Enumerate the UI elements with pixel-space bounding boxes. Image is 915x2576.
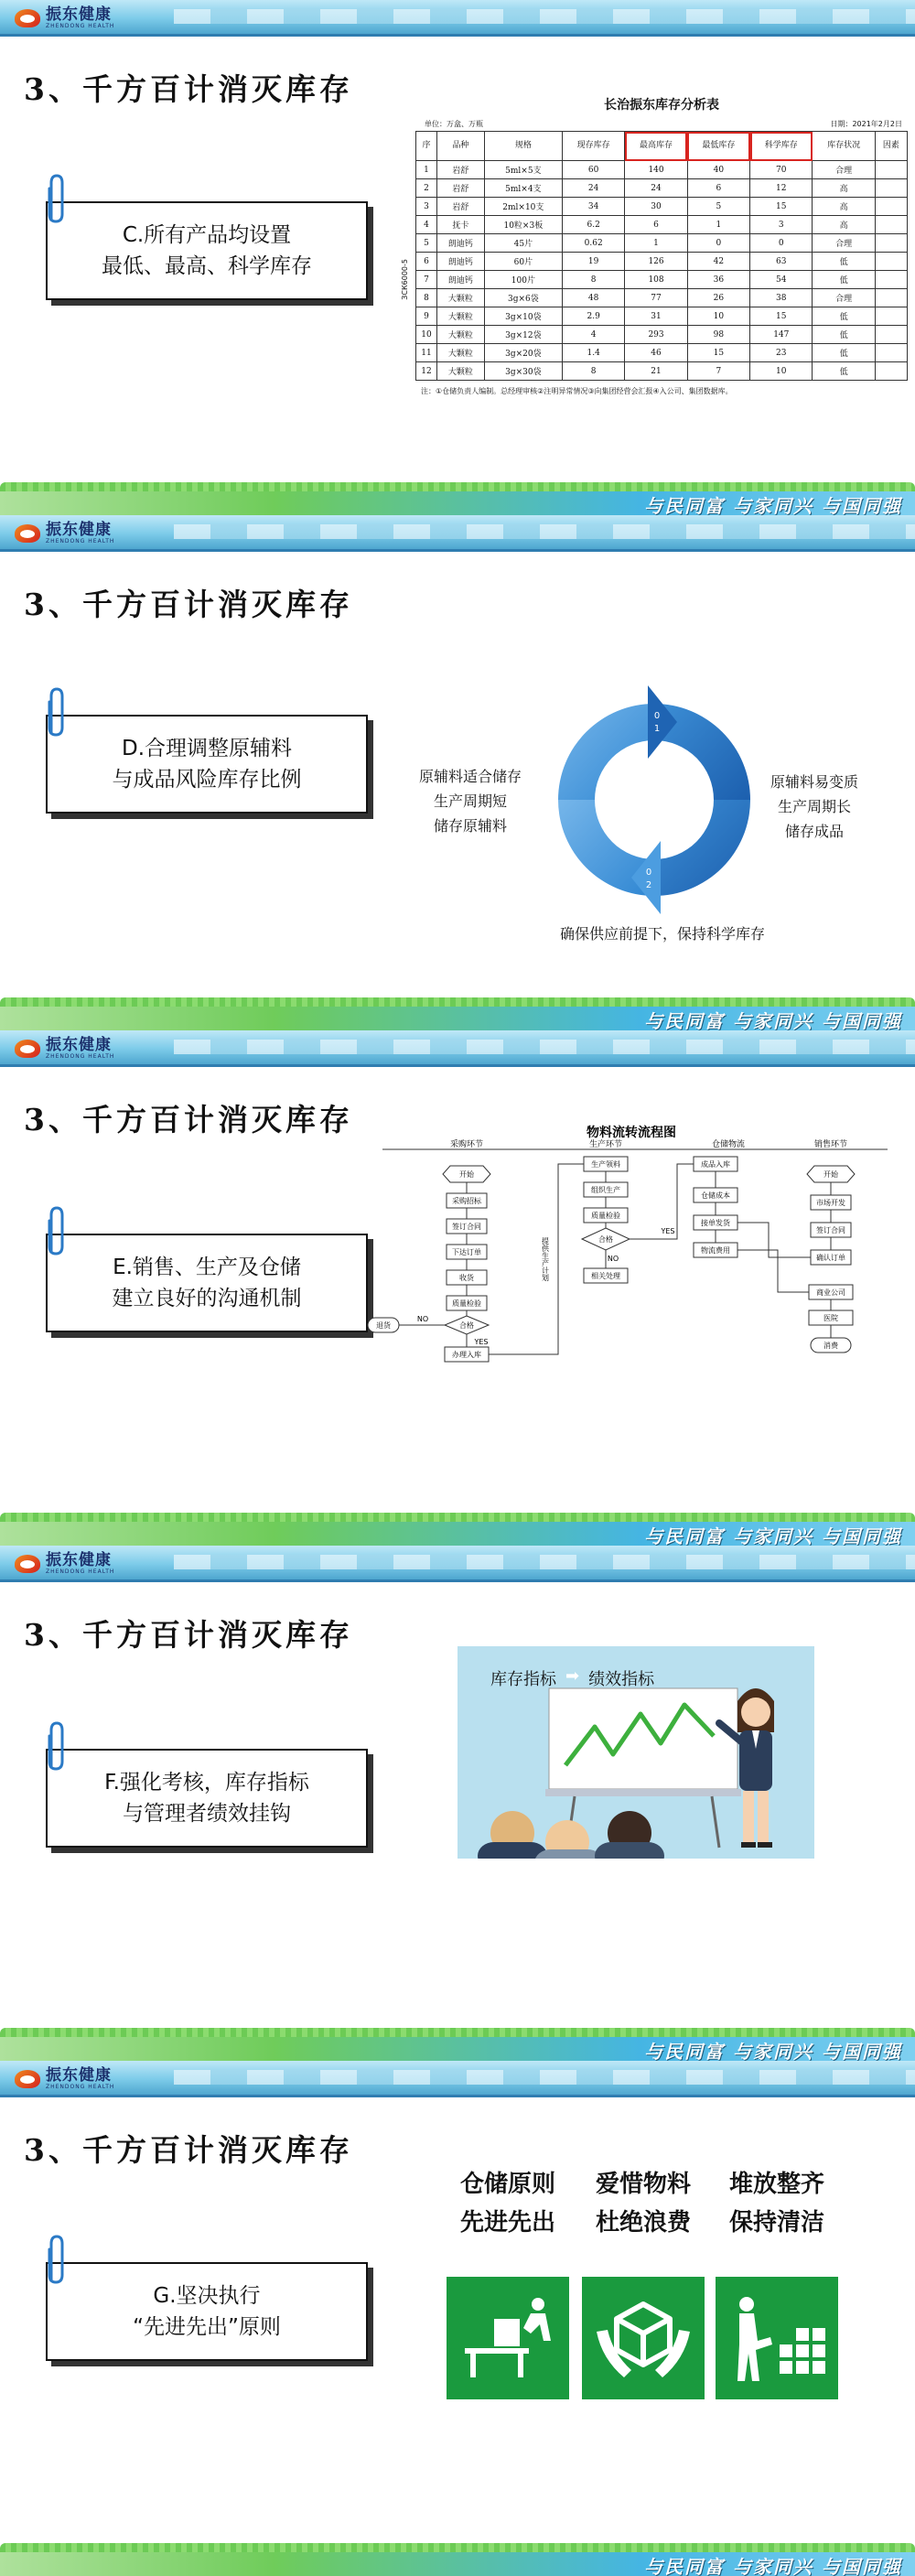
flow-node: 下达订单 (452, 1248, 481, 1256)
table-cell: 低 (813, 326, 875, 344)
flow-node: 退货 (376, 1321, 391, 1330)
table-cell: 朗迪钙 (437, 271, 485, 289)
table-cell: 54 (750, 271, 813, 289)
bottom-cycle-label: 确保供应前提下，保持科学库存 (560, 925, 766, 943)
table-cell: 0 (687, 234, 749, 253)
brand-name-en: ZHENDONG HEALTH (46, 23, 115, 29)
logo-icon (15, 2068, 40, 2090)
footer-slogan: 与民同富 与家同兴 与国同强 (644, 1010, 902, 1030)
table-cell: 合理 (813, 234, 875, 253)
flow-node: 签订合同 (452, 1223, 481, 1231)
note-line-1: D.合理调整原辅料 (121, 737, 293, 760)
table-cell: 朗迪钙 (437, 253, 485, 271)
inventory-index-label: 库存指标 (490, 1670, 556, 1689)
table-cell: 岩舒 (437, 161, 485, 179)
inventory-table-panel (401, 95, 908, 396)
table-cell: 低 (813, 253, 875, 271)
table-header-cell: 序 (416, 132, 437, 161)
footer-bar (0, 1520, 915, 1546)
table-row (416, 307, 908, 326)
table-cell: 岩舒 (437, 198, 485, 216)
table-cell: 低 (813, 307, 875, 326)
table-cell: 38 (750, 289, 813, 307)
sign-text: 爱惜物料 (595, 2171, 691, 2198)
table-cell: 3 (416, 198, 437, 216)
table-cell: 77 (625, 289, 687, 307)
brand-logo (15, 1036, 114, 1062)
header-bar (0, 515, 915, 552)
note-line-1: G.坚决执行 (153, 2284, 261, 2308)
logo-icon (15, 7, 40, 29)
stacking-icon (716, 2277, 838, 2399)
table-header-cell: 因素 (875, 132, 907, 161)
brand-name-en: ZHENDONG HEALTH (46, 1053, 115, 1060)
arrow-label-2a: 0 (645, 868, 652, 878)
table-cell (875, 307, 907, 326)
arrow-label-1a: 0 (653, 711, 661, 721)
table-cell: 140 (625, 161, 687, 179)
arrow-label-2b: 2 (645, 880, 652, 890)
table-cell: 21 (625, 362, 687, 381)
table-cell: 1 (687, 216, 749, 234)
brand-name-en: ZHENDONG HEALTH (46, 1568, 115, 1575)
table-cell: 19 (562, 253, 624, 271)
flow-node: 生产领料 (591, 1160, 620, 1169)
cycle-arc-bottom-right (654, 800, 750, 896)
table-header-cell: 最低库存 (687, 132, 749, 161)
table-header-cell: 最高库存 (625, 132, 687, 161)
table-cell: 岩舒 (437, 179, 485, 198)
flow-node: 质量检验 (452, 1299, 481, 1308)
table-cell (875, 362, 907, 381)
brand-name-en: ZHENDONG HEALTH (46, 538, 115, 544)
flow-node: 组织生产 (591, 1186, 620, 1194)
note-card (46, 715, 368, 814)
table-cell: 10粒×3板 (484, 216, 562, 234)
table-cell: 30 (625, 198, 687, 216)
slide-3 (0, 1030, 915, 1546)
note-card (46, 1749, 368, 1848)
flow-node: 合格 (598, 1235, 613, 1244)
table-cell (875, 179, 907, 198)
table-cell: 11 (416, 344, 437, 362)
table-cell: 抚卡 (437, 216, 485, 234)
table-cell: 3g×10袋 (484, 307, 562, 326)
table-row (416, 289, 908, 307)
lane-label: 采购环节 (449, 1140, 484, 1149)
table-cell: 7 (687, 362, 749, 381)
table-cell: 大颗粒 (437, 362, 485, 381)
right-arrow-icon: ➡ (565, 1666, 580, 1686)
table-cell: 36 (687, 271, 749, 289)
table-cell: 60片 (484, 253, 562, 271)
table-cell: 98 (687, 326, 749, 344)
slide-4 (0, 1546, 915, 2061)
footer-slogan: 与民同富 与家同兴 与国同强 (644, 2041, 902, 2061)
note-card (46, 1234, 368, 1332)
flow-node: 物流费用 (701, 1246, 730, 1255)
table-cell: 4 (562, 326, 624, 344)
table-cell: 6 (416, 253, 437, 271)
footer-slogan: 与民同富 与家同兴 与国同强 (644, 495, 902, 515)
lane-label: 仓储物流 (711, 1140, 746, 1149)
table-cell (875, 216, 907, 234)
flow-label: YES (661, 1227, 675, 1235)
table-cell: 10 (687, 307, 749, 326)
table-date: 日期：2021年2月2日 (830, 120, 902, 128)
table-cell: 合理 (813, 161, 875, 179)
flow-node: 签订合同 (816, 1226, 845, 1234)
right-label-line: 原辅料易变质 (770, 773, 859, 791)
forklift-icon (447, 2277, 569, 2399)
flow-node: 市场开发 (816, 1199, 845, 1207)
table-cell: 12 (416, 362, 437, 381)
table-cell: 10 (750, 362, 813, 381)
table-cell: 9 (416, 307, 437, 326)
table-cell: 24 (625, 179, 687, 198)
table-cell: 5ml×5支 (484, 161, 562, 179)
inventory-table (415, 131, 908, 381)
flow-label: NO (416, 1315, 429, 1323)
table-cell: 1.4 (562, 344, 624, 362)
flow-node: 开始 (459, 1170, 474, 1179)
performance-caption (490, 1666, 654, 1690)
cycle-diagram (540, 685, 769, 914)
cycle-arc-top-left (558, 704, 654, 800)
flow-title: 物料流转流程图 (587, 1126, 676, 1140)
lane-label: 生产环节 (588, 1140, 623, 1149)
table-cell: 高 (813, 198, 875, 216)
table-cell: 7 (416, 271, 437, 289)
slide-title: 3、千方百计消灭库存 (24, 71, 353, 107)
header-bar (0, 0, 915, 37)
table-cell: 高 (813, 179, 875, 198)
table-cell: 1 (625, 234, 687, 253)
table-header-cell: 品种 (437, 132, 485, 161)
note-line-2: 与成品风险库存比例 (112, 768, 302, 792)
table-cell: 5 (416, 234, 437, 253)
table-cell: 100片 (484, 271, 562, 289)
table-cell: 低 (813, 271, 875, 289)
note-line-2: 建立良好的沟通机制 (112, 1287, 302, 1310)
cycle-arrow-top (648, 685, 677, 759)
brand-name: 振东健康 (46, 1036, 112, 1054)
flow-node: 医院 (824, 1314, 838, 1322)
table-cell: 70 (750, 161, 813, 179)
table-cell: 大颗粒 (437, 326, 485, 344)
table-unit: 单位：万盒、万瓶 (425, 120, 483, 128)
table-cell: 31 (625, 307, 687, 326)
cycle-arrow-bottom (631, 841, 661, 914)
table-cell: 48 (562, 289, 624, 307)
table-cell: 3g×30袋 (484, 362, 562, 381)
brand-name: 振东健康 (46, 1551, 112, 1569)
table-cell (875, 344, 907, 362)
warehouse-sign-2 (582, 2161, 705, 2399)
arrow-label-1b: 1 (653, 724, 661, 734)
table-cell: 34 (562, 198, 624, 216)
footer-slogan: 与民同富 与家同兴 与国同强 (644, 2556, 902, 2576)
table-header-cell: 库存状况 (813, 132, 875, 161)
slide-5 (0, 2061, 915, 2576)
flow-node: 确认订单 (816, 1254, 845, 1262)
footer-bar (0, 1005, 915, 1030)
table-cell: 60 (562, 161, 624, 179)
right-label-line: 储存成品 (785, 823, 845, 840)
table-cell (875, 234, 907, 253)
brand-logo (15, 521, 114, 546)
flow-node: 仓储成本 (701, 1191, 730, 1200)
table-cell: 朗迪钙 (437, 234, 485, 253)
table-cell: 15 (750, 307, 813, 326)
note-line-1: F.强化考核，库存指标 (104, 1771, 309, 1795)
flow-side-note: 提供生产计划 (541, 1237, 550, 1281)
sign-text: 先进先出 (459, 2209, 555, 2236)
table-cell: 147 (750, 326, 813, 344)
note-card (46, 2262, 368, 2361)
note-line-2: 最低、最高、科学库存 (102, 254, 312, 278)
table-cell: 293 (625, 326, 687, 344)
footer-bar (0, 2550, 915, 2576)
table-row (416, 216, 908, 234)
flow-node: 相关处理 (591, 1272, 620, 1280)
left-label-line: 原辅料适合储存 (419, 768, 522, 785)
flow-node: 办理入库 (452, 1351, 481, 1359)
table-cell: 26 (687, 289, 749, 307)
right-cycle-label (770, 770, 858, 844)
flow-node: 商业公司 (816, 1288, 845, 1297)
table-cell: 合理 (813, 289, 875, 307)
note-line-1: E.销售、生产及仓储 (113, 1256, 301, 1279)
table-cell: 23 (750, 344, 813, 362)
footer-slogan: 与民同富 与家同兴 与国同强 (644, 1525, 902, 1546)
table-cell (875, 198, 907, 216)
flow-node: 合格 (459, 1321, 474, 1330)
table-cell: 大颗粒 (437, 307, 485, 326)
note-line-1: C.所有产品均设置 (122, 223, 292, 247)
table-cell: 4 (416, 216, 437, 234)
table-cell: 6 (687, 179, 749, 198)
material-flow-chart (366, 1122, 897, 1396)
performance-illustration (458, 1646, 814, 1859)
flow-node: 接单发货 (701, 1219, 730, 1227)
table-cell: 大颗粒 (437, 289, 485, 307)
flow-node: 质量检验 (591, 1212, 620, 1220)
table-cell: 8 (562, 362, 624, 381)
table-cell: 8 (562, 271, 624, 289)
brand-name: 振东健康 (46, 5, 112, 24)
table-cell: 高 (813, 216, 875, 234)
table-cell: 0.62 (562, 234, 624, 253)
table-side-code: ЗСК6000-5 (401, 259, 409, 300)
table-row (416, 362, 908, 381)
table-cell: 12 (750, 179, 813, 198)
brand-logo (15, 1551, 114, 1577)
flow-node: 采购招标 (452, 1197, 481, 1205)
header-bar (0, 1030, 915, 1067)
flow-node: 消费 (824, 1342, 838, 1350)
table-cell: 0 (750, 234, 813, 253)
brand-logo (15, 2066, 114, 2092)
flow-label: YES (474, 1338, 489, 1346)
note-card (46, 201, 368, 300)
table-row (416, 253, 908, 271)
sign-text: 保持清洁 (728, 2209, 824, 2236)
table-row (416, 344, 908, 362)
brand-name-en: ZHENDONG HEALTH (46, 2084, 115, 2090)
table-cell: 2 (416, 179, 437, 198)
table-header-cell: 科学库存 (750, 132, 813, 161)
lane-label: 销售环节 (813, 1140, 848, 1149)
sign-text: 仓储原则 (459, 2171, 555, 2198)
table-cell (875, 253, 907, 271)
performance-index-label: 绩效指标 (588, 1670, 655, 1689)
table-cell: 15 (750, 198, 813, 216)
flow-node: 开始 (824, 1170, 838, 1179)
table-footnote: 注：①仓储负责人编制。总经理审核②注明异常情况③向集团经营会汇报④入公司、集团数据库。 (421, 387, 733, 395)
table-cell: 低 (813, 344, 875, 362)
table-cell: 42 (687, 253, 749, 271)
slide-title: 3、千方百计消灭库存 (24, 1617, 353, 1653)
flow-node: 成品入库 (701, 1160, 730, 1169)
table-cell: 63 (750, 253, 813, 271)
table-cell: 24 (562, 179, 624, 198)
warehouse-sign-3 (716, 2161, 838, 2399)
table-row (416, 161, 908, 179)
handle-with-care-icon (582, 2277, 705, 2399)
table-cell: 45片 (484, 234, 562, 253)
table-cell: 5ml×4支 (484, 179, 562, 198)
logo-icon (15, 523, 40, 544)
table-row (416, 179, 908, 198)
logo-icon (15, 1038, 40, 1060)
table-title: 长治振东库存分析表 (604, 98, 719, 113)
table-cell (875, 271, 907, 289)
brand-name: 振东健康 (46, 2066, 112, 2085)
table-row (416, 326, 908, 344)
table-header-cell: 规格 (484, 132, 562, 161)
table-cell: 8 (416, 289, 437, 307)
table-cell (875, 289, 907, 307)
right-label-line: 生产周期长 (778, 798, 852, 815)
table-cell: 2.9 (562, 307, 624, 326)
footer-bar (0, 490, 915, 515)
slide-title: 3、千方百计消灭库存 (24, 1102, 353, 1137)
note-line-2: 与管理者绩效挂钩 (123, 1802, 291, 1826)
table-cell: 6.2 (562, 216, 624, 234)
table-cell: 低 (813, 362, 875, 381)
brand-logo (15, 5, 114, 31)
brand-name: 振东健康 (46, 521, 112, 539)
table-cell: 10 (416, 326, 437, 344)
header-bar (0, 1546, 915, 1582)
logo-icon (15, 1553, 40, 1575)
table-cell (875, 161, 907, 179)
table-header-cell: 现存库存 (562, 132, 624, 161)
left-cycle-label (419, 764, 522, 838)
table-cell: 108 (625, 271, 687, 289)
table-cell: 1 (416, 161, 437, 179)
sign-text: 杜绝浪费 (595, 2209, 691, 2236)
slide-2 (0, 515, 915, 1030)
flow-node: 收货 (459, 1274, 474, 1282)
header-bar (0, 2061, 915, 2097)
table-row (416, 198, 908, 216)
sign-text: 堆放整齐 (728, 2171, 824, 2198)
warehouse-sign-1 (447, 2161, 569, 2399)
left-label-line: 生产周期短 (434, 792, 508, 810)
footer-bar (0, 2035, 915, 2061)
table-cell (875, 326, 907, 344)
slide-title: 3、千方百计消灭库存 (24, 2132, 353, 2168)
table-cell: 3g×20袋 (484, 344, 562, 362)
table-cell: 6 (625, 216, 687, 234)
table-cell: 大颗粒 (437, 344, 485, 362)
flow-label: NO (607, 1255, 619, 1263)
left-label-line: 储存原辅料 (434, 817, 508, 835)
table-row (416, 234, 908, 253)
table-cell: 3g×6袋 (484, 289, 562, 307)
table-cell: 15 (687, 344, 749, 362)
table-cell: 40 (687, 161, 749, 179)
note-line-2: “先进先出”原则 (133, 2315, 281, 2339)
slide-1 (0, 0, 915, 515)
table-row (416, 271, 908, 289)
table-cell: 3g×12袋 (484, 326, 562, 344)
slide-title: 3、千方百计消灭库存 (24, 587, 353, 622)
table-cell: 5 (687, 198, 749, 216)
table-cell: 126 (625, 253, 687, 271)
table-cell: 46 (625, 344, 687, 362)
table-cell: 3 (750, 216, 813, 234)
table-cell: 2ml×10支 (484, 198, 562, 216)
